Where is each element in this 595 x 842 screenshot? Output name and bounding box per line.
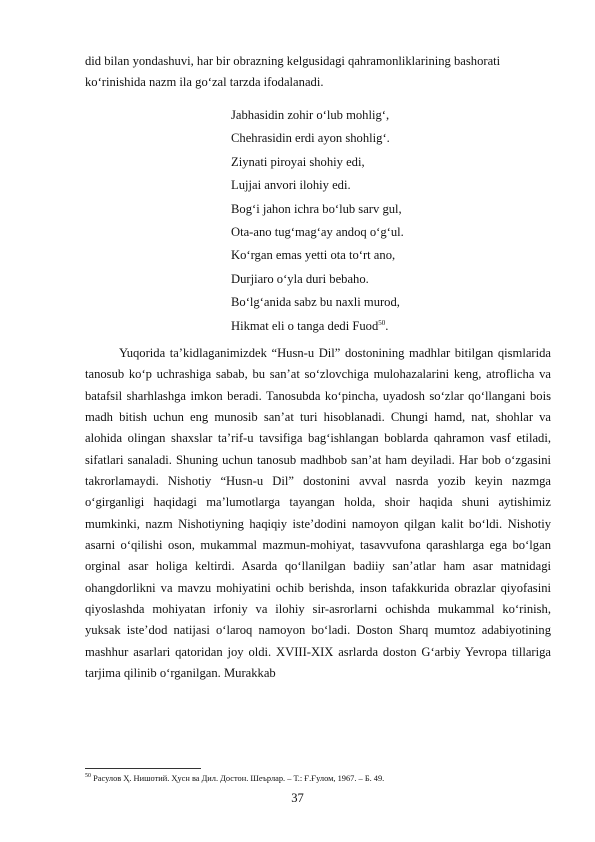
poem-verse-text: Hikmat eli o tanga dedi Fuod: [231, 318, 379, 333]
footnote-divider: [85, 768, 201, 769]
footnote-reference[interactable]: 50: [378, 318, 386, 327]
poem-verse: Ota-ano tugʻmagʻay andoq oʻgʻul.: [231, 225, 404, 240]
poem-quote: [231, 104, 404, 338]
poem-verse: Koʻrgan emas yetti ota toʻrt ano,: [231, 248, 396, 263]
poem-verse: Lujjai anvori ilohiy edi.: [231, 178, 351, 193]
intro-line: did bilan yondashuvi, har bir obrazning kelgusidagi qahramonliklarining bashorati: [85, 54, 501, 68]
poem-verse: Ziynati piroyai shohiy edi,: [231, 154, 365, 169]
main-paragraph: Yuqorida ta’kidlaganimizdek “Husn-u Dil” dostonining madhlar bitilgan qismlarida tanosub koʻp uchrashiga sabab, bu san’at soʻzlovchiga mulohazalarini keng, atroflicha va batafsil sharhlashga imkon beradi. Tanosubda koʻpincha, uyadosh soʻzlar qoʻllangani bois madh bitish uchun eng munosib san’at turi hisoblanadi. Chungi hamd, nat, shohlar va alohida olingan shaxslar ta’rif-u tavsifiga bagʻishlangan boblarda qahramon vasf etiladi, sifatlari sanaladi. Shuning uchun tanosub madhbob san’at ham deyiladi. Har bob oʻzgasini takrorlamaydi. Nishotiy “Husn-u Dil” dostonini avval nasrda yozib keyin nazmga oʻgirganligi haqidagi ma’lumotlarga tayangan holda, shoir haqida shuni aytishimiz mumkinki, nazm Nishotiyning haqiqiy iste’dodini namoyon qilgan kalit boʻldi. Nishotiy asarni oʻqilishi oson, mukammal mazmun-mohiyat, tasavvufona qarashlarga ega boʻlgan orginal asar holiga keltirdi. Asarda qoʻllanilgan badiiy san’atlar ham asar matnidagi ohangdorlikni va mavzu mohiyatini ochib berishda, inson tafakkurida obrazlar qiyofasini qiyoslashda mohiyatan irfoniy va ilohiy sir-asrorlarni ochishda mukammal koʻrinish, yuksak iste’dod natijasi oʻlaroq namoyon boʻladi. Doston Sharq mumtoz adabiyotining mashhur asarlari qatoridan joy oldi. XVIII-XIX asrlarda doston Gʻarbiy Yevropa tillariga tarjima qilinib oʻrganilgan. Murakkab: [85, 346, 551, 681]
footnote-mark: 50: [85, 773, 91, 780]
poem-verse: Durjiaro oʻyla duri bebaho.: [231, 271, 369, 286]
footnote-text: Расулов Ҳ. Нишотий. Ҳусн ва Дил. Достон. Шеърлар. – Т.: Ғ.Ғулом, 1967. – Б. 49.: [91, 774, 385, 783]
footnote: [85, 773, 384, 784]
poem-verse-last: Hikmat eli o tanga dedi Fuod$^{50}$.: [231, 318, 389, 333]
poem-verse: Boʻlgʻanida sabz bu naxli murod,: [231, 295, 400, 310]
intro-line: koʻrinishida nazm ila goʻzal tarzda ifodalanadi.: [85, 75, 324, 90]
poem-verse: Jabhasidin zohir oʻlub mohligʻ,: [231, 108, 390, 122]
poem-verse: Bogʻi jahon ichra boʻlub sarv gul,: [231, 201, 402, 216]
poem-verse: Chehrasidin erdi ayon shohligʻ.: [231, 131, 390, 146]
intro-paragraph: [85, 51, 551, 93]
page-number: 37: [291, 791, 304, 805]
